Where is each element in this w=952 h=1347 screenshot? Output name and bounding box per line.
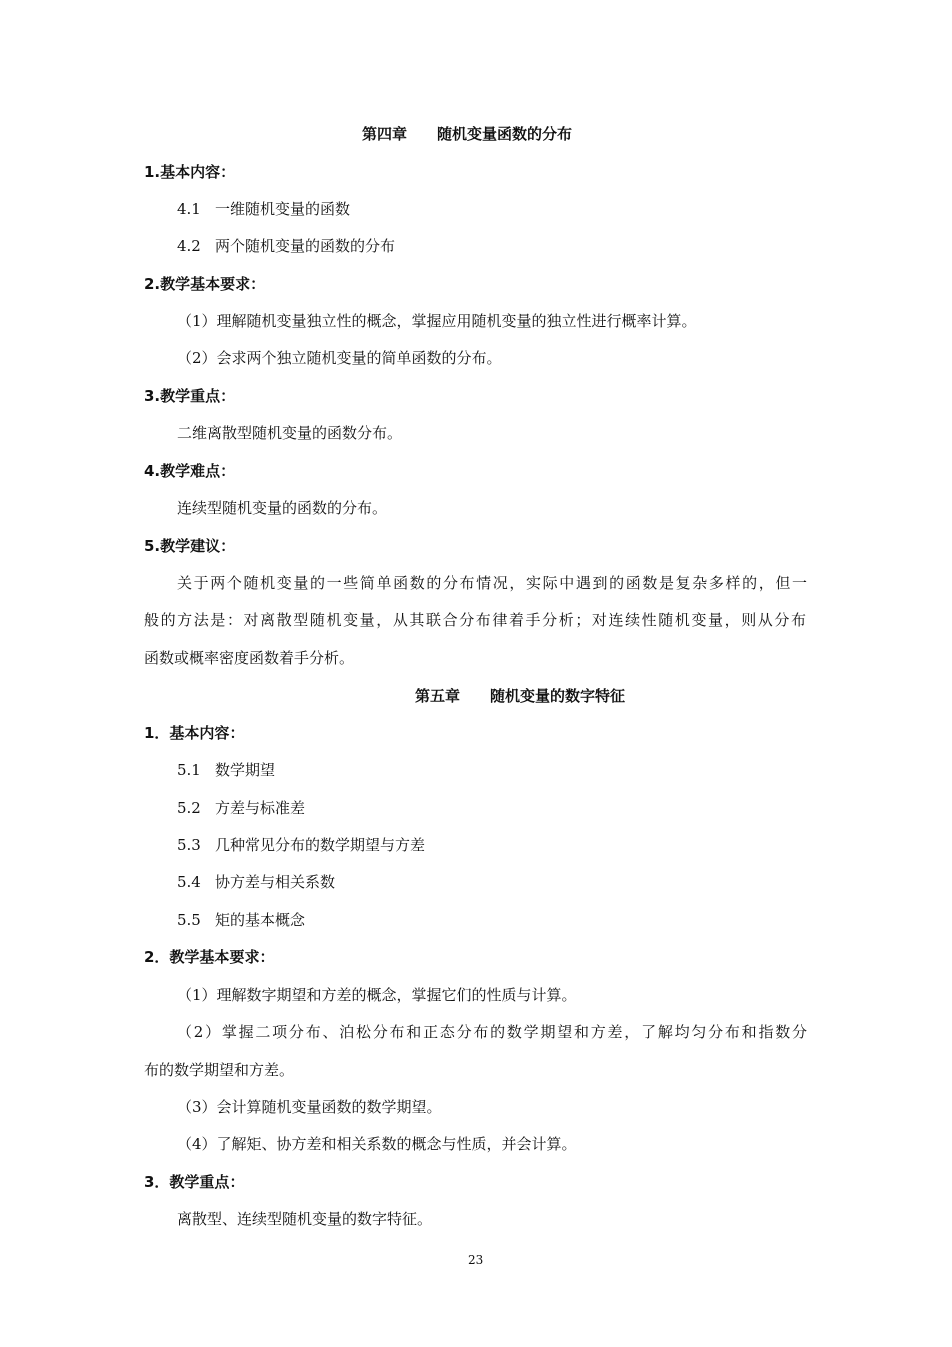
item-number: 5.5: [177, 911, 201, 929]
chapter5-title: [415, 686, 625, 706]
chapter5-requirement: （3）会计算随机变量函数的数学期望。: [177, 1098, 442, 1116]
chapter5-key-text: 离散型、连续型随机变量的数字特征。: [177, 1210, 433, 1228]
chapter5-key-heading: 3．教学重点：: [144, 1173, 245, 1191]
chapter5-requirement: 布的数学期望和方差。: [144, 1061, 295, 1079]
chapter4-name: 随机变量函数的分布: [437, 125, 573, 143]
chapter4-difficulty-text: 连续型随机变量的函数的分布。: [177, 499, 388, 517]
chapter5-requirements-heading: 2．教学基本要求：: [144, 948, 275, 966]
chapter5-content-item: [177, 798, 305, 818]
chapter5-content-item: [177, 835, 425, 855]
chapter4-suggestion-line: 函数或概率密度函数着手分析。: [144, 649, 355, 667]
chapter4-requirement: （1）理解随机变量独立性的概念，掌握应用随机变量的独立性进行概率计算。: [177, 312, 697, 330]
item-number: 4.2: [177, 237, 201, 255]
chapter4-requirement: （2）会求两个独立随机变量的简单函数的分布。: [177, 349, 502, 367]
chapter4-suggestion-line: 关于两个随机变量的一些简单函数的分布情况，实际中遇到的函数是复杂多样的，但一: [177, 574, 807, 592]
page-number: 23: [468, 1253, 484, 1267]
chapter4-suggestion-heading: 5.教学建议：: [144, 537, 236, 555]
chapter5-content-item: [177, 760, 275, 780]
chapter5-requirement: （4）了解矩、协方差和相关系数的概念与性质，并会计算。: [177, 1135, 577, 1153]
item-number: 4.1: [177, 200, 201, 218]
item-number: 5.3: [177, 836, 201, 854]
chapter4-key-text: 二维离散型随机变量的函数分布。: [177, 424, 403, 442]
item-text: 两个随机变量的函数的分布: [215, 237, 396, 255]
chapter4-number: 第四章: [362, 125, 408, 143]
chapter5-content-item: [177, 910, 305, 930]
chapter5-content-item: [177, 872, 335, 892]
chapter5-requirement: （1）理解数字期望和方差的概念，掌握它们的性质与计算。: [177, 986, 577, 1004]
item-text: 矩的基本概念: [215, 911, 306, 929]
chapter4-suggestion-line: 般的方法是：对离散型随机变量，从其联合分布律着手分析；对连续性随机变量，则从分布: [144, 611, 806, 629]
item-text: 几种常见分布的数学期望与方差: [215, 836, 426, 854]
chapter5-name: 随机变量的数字特征: [490, 687, 626, 705]
chapter4-content-heading: 1.基本内容：: [144, 163, 236, 181]
chapter5-number: 第五章: [415, 687, 461, 705]
chapter5-requirement: （2）掌握二项分布、泊松分布和正态分布的数学期望和方差，了解均匀分布和指数分: [177, 1023, 807, 1041]
item-number: 5.4: [177, 873, 201, 891]
item-number: 5.1: [177, 761, 201, 779]
chapter4-requirements-heading: 2.教学基本要求：: [144, 275, 266, 293]
chapter4-title: [362, 124, 572, 144]
item-text: 一维随机变量的函数: [215, 200, 351, 218]
item-text: 方差与标准差: [215, 799, 306, 817]
chapter4-key-heading: 3.教学重点：: [144, 387, 236, 405]
chapter4-content-item: [177, 199, 350, 219]
chapter5-content-heading: 1．基本内容：: [144, 724, 245, 742]
item-number: 5.2: [177, 799, 201, 817]
chapter4-content-item: [177, 236, 395, 256]
item-text: 数学期望: [215, 761, 276, 779]
item-text: 协方差与相关系数: [215, 873, 336, 891]
chapter4-difficulty-heading: 4.教学难点：: [144, 462, 236, 480]
